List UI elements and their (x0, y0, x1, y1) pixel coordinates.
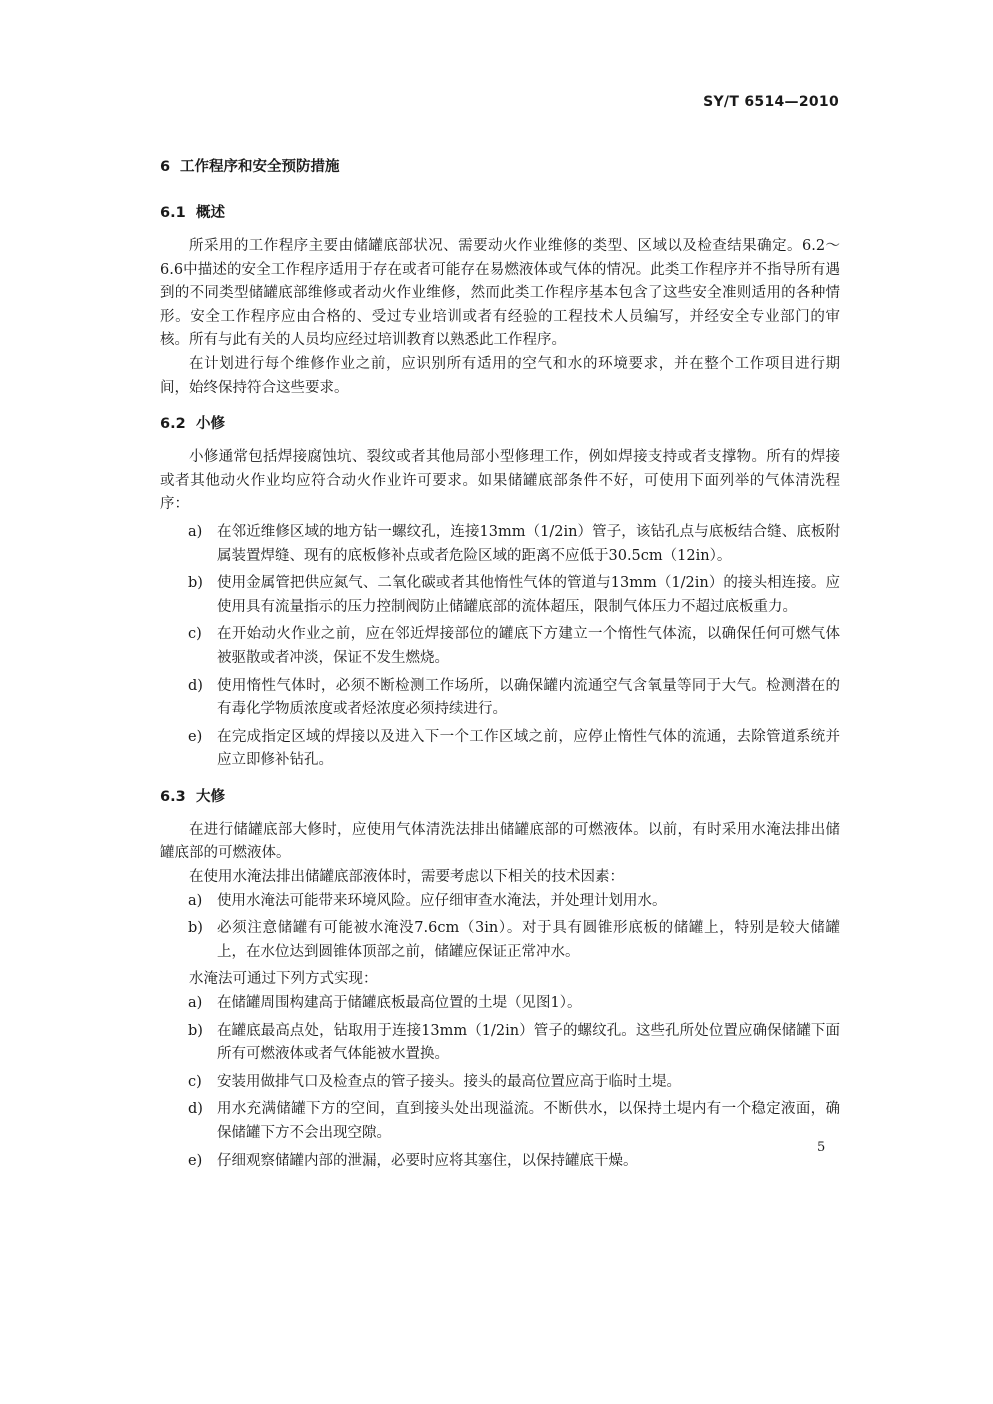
list-text: 必须注意储罐有可能被水淹没7.6cm（3in）。对于具有圆锥形底板的储罐上，特别是较大储罐上，在水位达到圆锥体顶部之前，储罐应保证正常冲水。 (217, 920, 840, 960)
list-item (160, 1020, 840, 1067)
paragraph: 在进行储罐底部大修时，应使用气体清洗法排出储罐底部的可燃液体。以前，有时采用水淹法排出储罐底部的可燃液体。 (160, 821, 840, 862)
list-label: b) (188, 920, 203, 937)
list-text: 在储罐周围构建高于储罐底板最高位置的土堤（见图1）。 (217, 995, 582, 1012)
section-title: 工作程序和安全预防措施 (180, 159, 340, 175)
list-label: a) (188, 995, 203, 1012)
list-text: 用水充满储罐下方的空间，直到接头处出现溢流。不断供水，以保持土堤内有一个稳定液面，确保储罐下方不会出现空隙。 (217, 1101, 840, 1141)
list-item (160, 572, 840, 619)
page-number: 5 (817, 1140, 826, 1155)
list-text: 使用惰性气体时，必须不断检测工作场所，以确保罐内流通空气含氧量等同于大气。检测潜在的有毒化学物质浓度或者烃浓度必须持续进行。 (217, 677, 840, 718)
standard-number: SY/T 6514—2010 (703, 94, 839, 110)
list-item (160, 726, 840, 773)
section-title: 概述 (196, 205, 225, 221)
page-body (160, 157, 840, 1177)
list-item (160, 1098, 840, 1145)
list-text: 仔细观察储罐内部的泄漏，必要时应将其塞住，以保持罐底干燥。 (217, 1152, 638, 1169)
list-text: 在罐底最高点处，钻取用于连接13mm（1/2in）管子的螺纹孔。这些孔所处位置应确保储罐下面所有可燃液体或者气体能被水置换。 (217, 1022, 840, 1063)
list-label: b) (188, 575, 203, 592)
list-item (160, 623, 840, 670)
list-item (160, 521, 840, 568)
list-text: 在完成指定区域的焊接以及进入下一个工作区域之前，应停止惰性气体的流通，去除管道系统并应立即修补钻孔。 (217, 728, 840, 769)
list-item (160, 992, 840, 1016)
list-item (160, 1150, 840, 1174)
list-text: 安装用做排气口及检查点的管子接头。接头的最高位置应高于临时土堤。 (217, 1073, 681, 1090)
section-number: 6.2 (160, 416, 186, 433)
list-label: e) (188, 728, 203, 745)
list-label: c) (188, 1073, 202, 1090)
section-6-3-heading (160, 787, 840, 807)
list-item (160, 675, 840, 722)
list-text: 在开始动火作业之前，应在邻近焊接部位的罐底下方建立一个惰性气体流，以确保任何可燃气体被驱散或者冲淡，保证不发生燃烧。 (217, 626, 840, 666)
list-item (160, 890, 840, 914)
list-label: d) (188, 677, 203, 694)
section-title: 大修 (196, 788, 225, 805)
section-6-heading (160, 157, 840, 177)
list-text: 在邻近维修区域的地方钻一螺纹孔，连接13mm（1/2in）管子，该钻孔点与底板结合缝、底板附属装置焊缝、现有的底板修补点或者危险区域的距离不应低于30.5cm（12in）。 (217, 523, 840, 564)
list-label: b) (188, 1022, 203, 1039)
paragraph: 在使用水淹法排出储罐底部液体时，需要考虑以下相关的技术因素： (189, 869, 624, 886)
paragraph: 水淹法可通过下列方式实现： (189, 971, 378, 988)
list-text: 使用金属管把供应氮气、二氧化碳或者其他惰性气体的管道与13mm（1/2in）的接头相连接。应使用具有流量指示的压力控制阀防止储罐底部的流体超压，限制气体压力不超过底板重力。 (217, 575, 840, 615)
list-label: a) (188, 523, 203, 540)
section-6-1-heading (160, 203, 840, 223)
section-number: 6.3 (160, 788, 186, 805)
list-label: c) (188, 626, 202, 643)
list-text: 使用水淹法可能带来环境风险。应仔细审查水淹法，并处理计划用水。 (217, 892, 667, 909)
list-item (160, 1071, 840, 1095)
paragraph: 所采用的工作程序主要由储罐底部状况、需要动火作业维修的类型、区域以及检查结果确定。6.2～6.6中描述的安全工作程序适用于存在或者可能存在易燃液体或气体的情况。此类工作程序并不指导所有遇到的不同类型储罐底部维修或者动火作业维修，然而此类工作程序基本包含了这些安全准则适用的各种情形。安全工作程序应由合格的、受过专业培训或者有经验的工程技术人员编写，并经安全专业部门的审核。所有与此有关的人员均应经过培训教育以熟悉此工作程序。 (160, 238, 840, 349)
paragraph: 小修通常包括焊接腐蚀坑、裂纹或者其他局部小型修理工作，例如焊接支持或者支撑物。所有的焊接或者其他动火作业均应符合动火作业许可要求。如果储罐底部条件不好，可使用下面列举的气体清洗程序： (160, 449, 840, 513)
section-number: 6.1 (160, 205, 186, 221)
list-label: d) (188, 1101, 203, 1118)
section-title: 小修 (196, 416, 225, 433)
section-6-2-heading (160, 414, 840, 434)
section-number: 6 (160, 159, 171, 175)
list-item (160, 917, 840, 964)
list-label: a) (188, 892, 203, 909)
paragraph: 在计划进行每个维修作业之前，应识别所有适用的空气和水的环境要求，并在整个工作项目进行期间，始终保持符合这些要求。 (160, 355, 840, 396)
list-label: e) (188, 1152, 203, 1169)
